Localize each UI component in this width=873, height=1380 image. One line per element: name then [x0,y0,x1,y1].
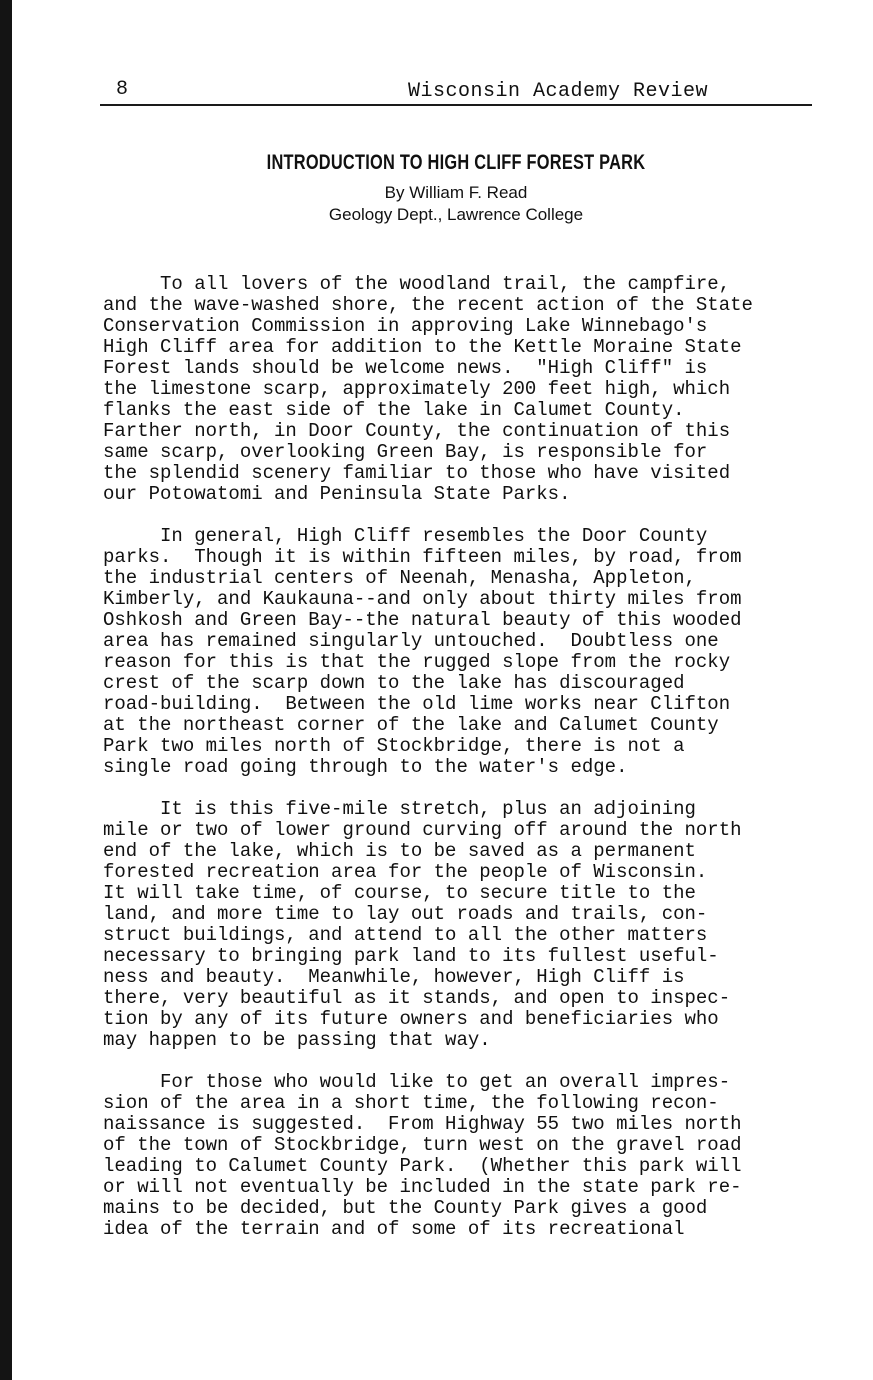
paragraph: To all lovers of the woodland trail, the campfire, and the wave-washed shore, the recent action of the State Conservation Commission in approving Lake Winnebago's High Cliff area for addition to the Kettle Moraine State Forest lands should be welcome news. "High Cliff" is the limestone scarp, approximately 200 feet high, which flanks the east side of the lake in Calumet County. Farther north, in Door County, the continuation of this same scarp, overlooking Green Bay, is responsible for the splendid scenery familiar to those who have visited our Potowatomi and Peninsula State Parks. [103,273,753,505]
paragraph: In general, High Cliff resembles the Door County parks. Though it is within fifteen miles, by road, from the industrial centers of Neenah, Menasha, Appleton, Kimberly, and Kaukauna--and only about thirty miles from Oshkosh and Green Bay--the natural beauty of this wooded area has remained singularly untouched. Doubtless one reason for this is that the rugged slope from the rocky crest of the scarp down to the lake has discouraged road-building. Between the old lime works near Clifton at the northeast corner of the lake and Calumet County Park two miles north of Stockbridge, there is not a single road going through to the water's edge. [103,525,742,778]
title-block [100,150,812,226]
page-number: 8 [116,78,129,101]
scan-edge [0,0,12,1380]
affiliation: Geology Dept., Lawrence College [328,205,584,224]
byline: By William F. Read [384,183,528,202]
article-title: INTRODUCTION TO HIGH CLIFF FOREST PARK [266,151,646,174]
running-header [100,78,812,106]
paragraph: It is this five-mile stretch, plus an adjoining mile or two of lower ground curving off around the north end of the lake, which is to be saved as a permanent forested recreation area for the people of Wisconsin. It will take time, of course, to secure title to the land, and more time to lay out roads and trails, con- struct buildings, and attend to all the other matters necessary to bringing park land to its fullest useful- ness and beauty. Meanwhile, however, High Cliff is there, very beautiful as it stands, and open to inspec- tion by any of its future owners and beneficiaries who may happen to be passing that way. [103,798,742,1051]
journal-name: Wisconsin Academy Review [408,80,709,103]
article-body [103,274,833,1261]
paragraph: For those who would like to get an overall impres- sion of the area in a short time, the following recon- naissance is suggested. From Highway 55 two miles north of the town of Stockbridge, turn west on the gravel road leading to Calumet County Park. (Whether this park will or will not eventually be included in the state park re- mains to be decided, but the County Park gives a good idea of the terrain and of some of its recreational [103,1071,742,1240]
